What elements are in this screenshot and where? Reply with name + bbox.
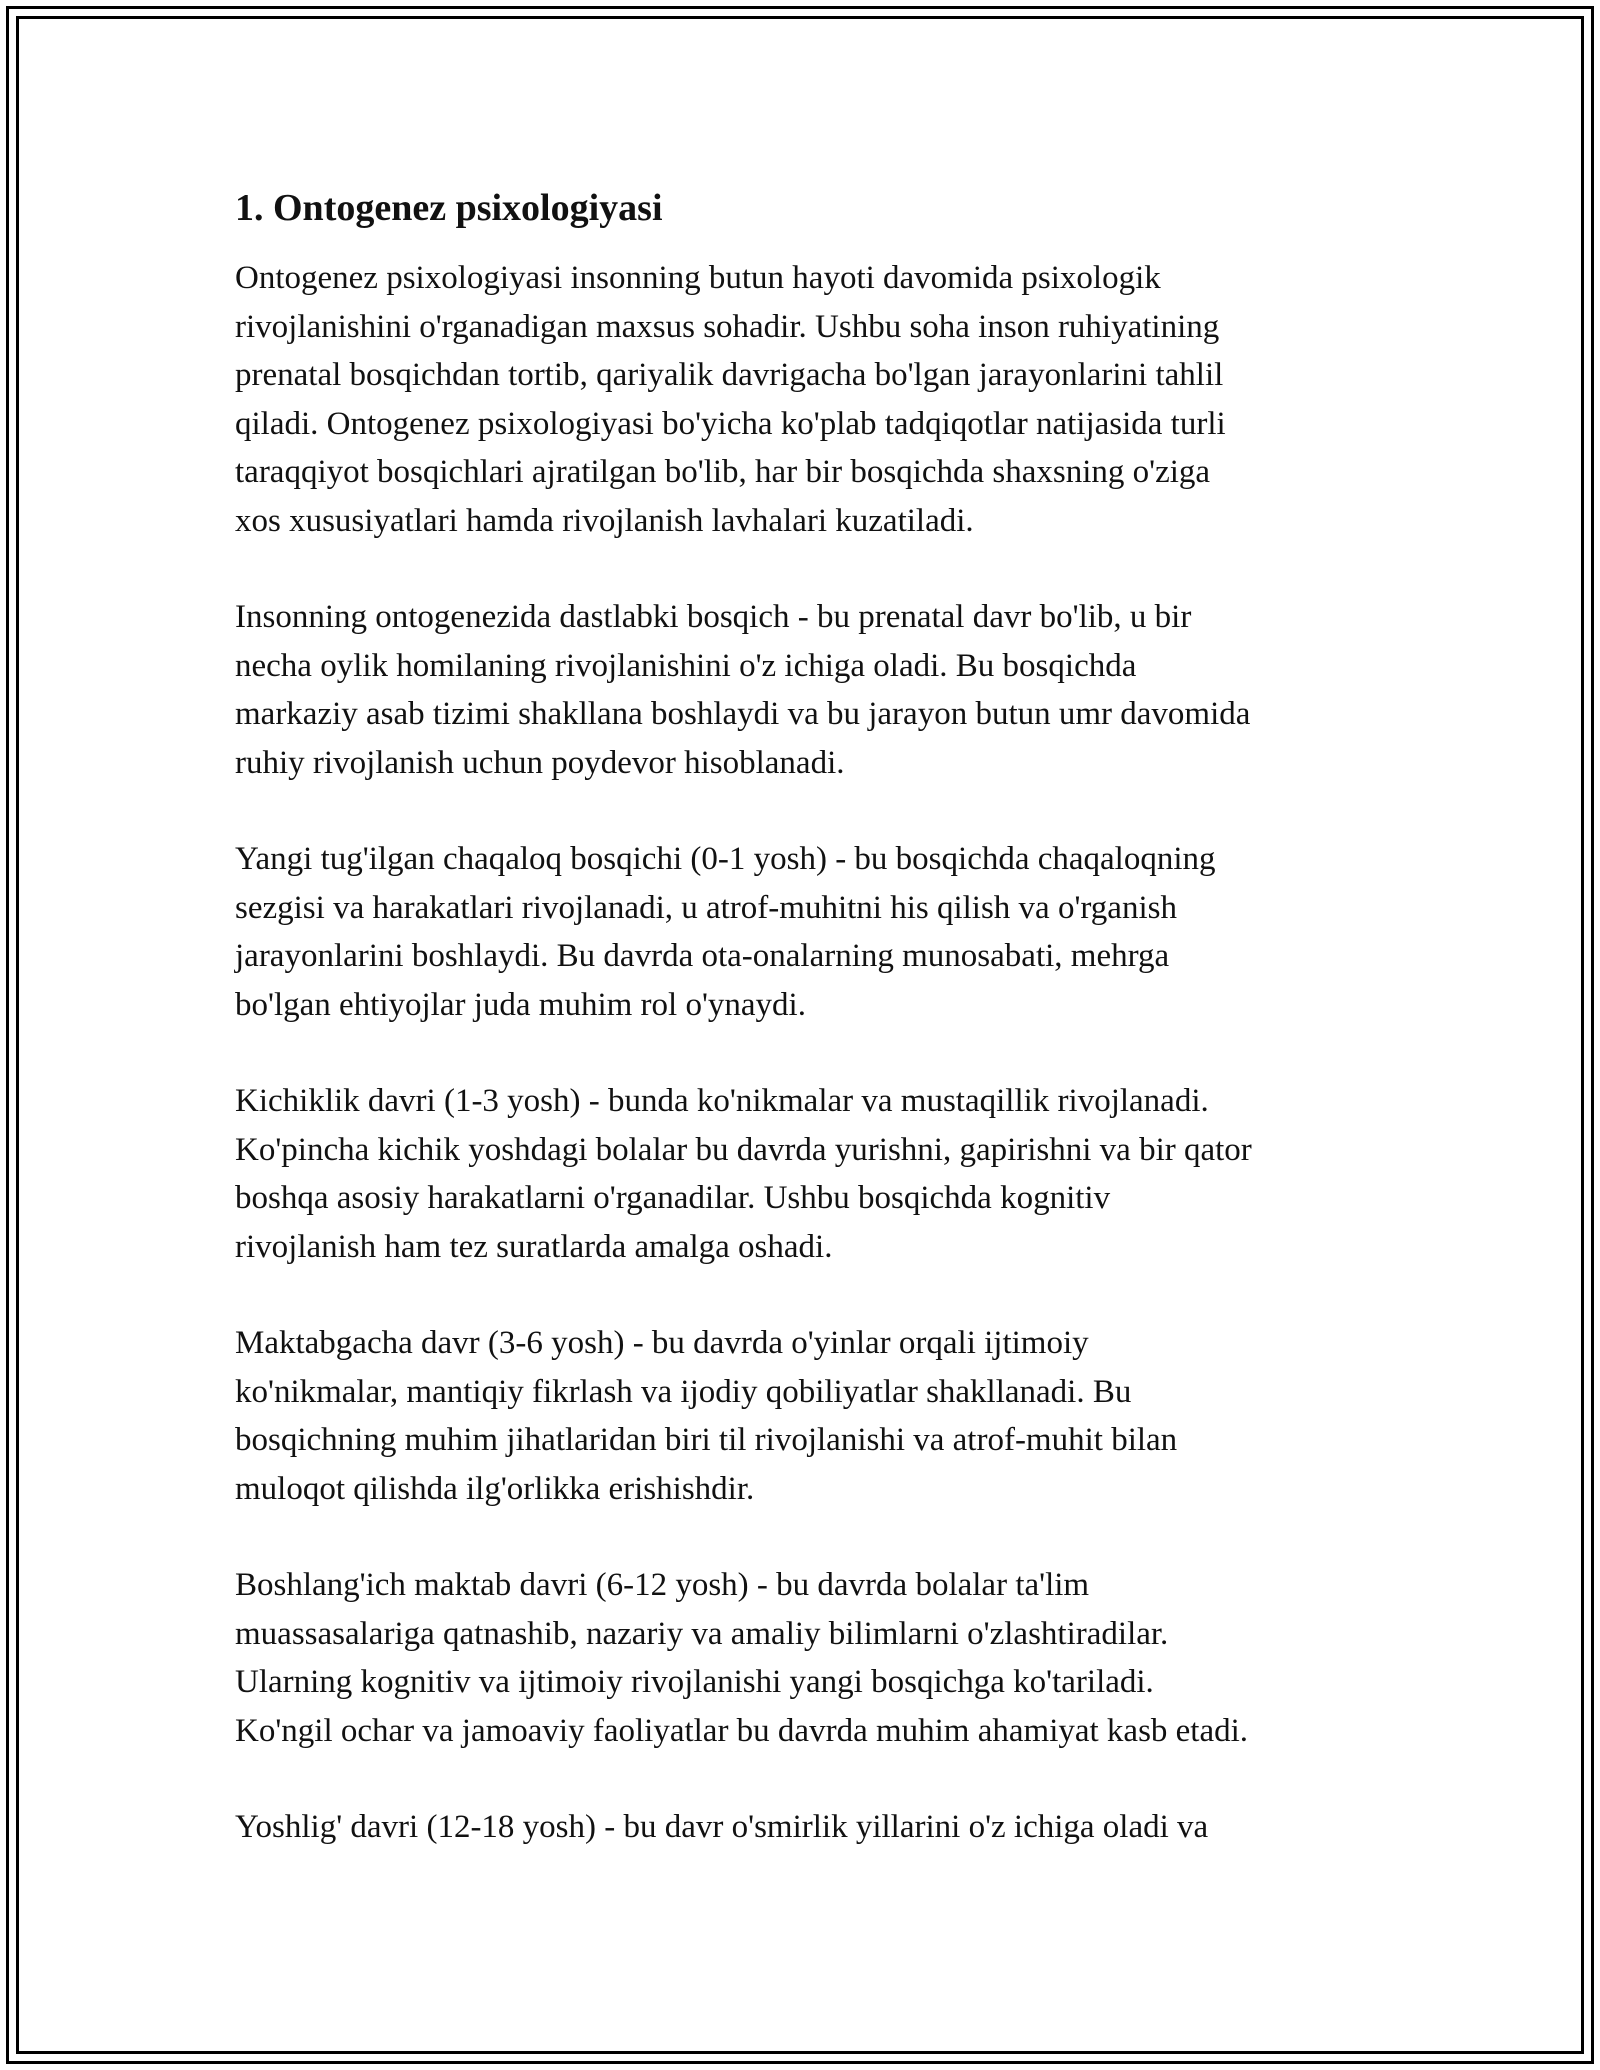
document-body — [235, 184, 1385, 1900]
paragraph-infancy — [235, 835, 1385, 1029]
text-line: qiladi. Ontogenez psixologiyasi bo'yicha ko'plab tadqiqotlar natijasida turli — [235, 405, 1226, 442]
paragraph-toddler — [235, 1077, 1385, 1271]
paragraph-adolescence — [235, 1803, 1385, 1852]
paragraph-prenatal — [235, 593, 1385, 787]
text-line: bo'lgan ehtiyojlar juda muhim rol o'ynaydi. — [235, 986, 806, 1023]
text-line: bosqichning muhim jihatlaridan biri til rivojlanishi va atrof-muhit bilan — [235, 1422, 1178, 1458]
text-line: prenatal bosqichdan tortib, qariyalik davrigacha bo'lgan jarayonlarini tahlil — [235, 357, 1224, 393]
text-line: xos xususiyatlari hamda rivojlanish lavhalari kuzatiladi. — [235, 502, 974, 539]
text-line: jarayonlarini boshlaydi. Bu davrda ota-onalarning munosabati, mehrga — [235, 938, 1170, 974]
text-line: Yoshlig' davri (12-18 yosh) - bu davr o'smirlik yillarini o'z ichiga oladi va — [235, 1809, 1209, 1845]
text-line: Ko'pincha kichik yoshdagi bolalar bu davrda yurishni, gapirishni va bir qator — [235, 1131, 1252, 1168]
paragraph-preschool — [235, 1319, 1385, 1513]
text-line: ko'nikmalar, mantiqiy fikrlash va ijodiy qobiliyatlar shakllanadi. Bu — [235, 1373, 1132, 1410]
text-line: Ontogenez psixologiyasi insonning butun hayoti davomida psixologik — [235, 260, 1161, 296]
text-line: muloqot qilishda ilg'orlikka erishishdir. — [235, 1470, 755, 1507]
paragraph-intro — [235, 254, 1385, 545]
text-line: rivojlanishini o'rganadigan maxsus sohadir. Ushbu soha inson ruhiyatining — [235, 308, 1220, 345]
text-line: Maktabgacha davr (3-6 yosh) - bu davrda o'yinlar orqali ijtimoiy — [235, 1325, 1089, 1361]
text-line: Insonning ontogenezida dastlabki bosqich - bu prenatal davr bo'lib, u bir — [235, 599, 1192, 635]
text-line: boshqa asosiy harakatlarni o'rganadilar. Ushbu bosqichda kognitiv — [235, 1180, 1111, 1216]
text-line: rivojlanish ham tez suratlarda amalga oshadi. — [235, 1228, 833, 1265]
text-line: taraqqiyot bosqichlari ajratilgan bo'lib, har bir bosqichda shaxsning o'ziga — [235, 454, 1211, 490]
paragraph-primary-school — [235, 1561, 1385, 1755]
text-line: Kichiklik davri (1-3 yosh) - bunda ko'nikmalar va mustaqillik rivojlanadi. — [235, 1083, 1209, 1119]
text-line: muassasalariga qatnashib, nazariy va amaliy bilimlarni o'zlashtiradilar. — [235, 1615, 1169, 1652]
text-line: necha oylik homilaning rivojlanishini o'z ichiga oladi. Bu bosqichda — [235, 647, 1137, 684]
text-line: sezgisi va harakatlari rivojlanadi, u atrof-muhitni his qilish va o'rganish — [235, 889, 1177, 926]
text-line: Boshlang'ich maktab davri (6-12 yosh) - bu davrda bolalar ta'lim — [235, 1567, 1090, 1603]
text-line: Ularning kognitiv va ijtimoiy rivojlanishi yangi bosqichga ko'tariladi. — [235, 1664, 1154, 1700]
text-line: Yangi tug'ilgan chaqaloq bosqichi (0-1 yosh) - bu bosqichda chaqaloqning — [235, 841, 1216, 877]
text-line: ruhiy rivojlanish uchun poydevor hisoblanadi. — [235, 744, 845, 781]
text-line: markaziy asab tizimi shakllana boshlaydi va bu jarayon butun umr davomida — [235, 696, 1251, 732]
section-heading: 1. Ontogenez psixologiyasi — [235, 187, 663, 229]
text-line: Ko'ngil ochar va jamoaviy faoliyatlar bu davrda muhim ahamiyat kasb etadi. — [235, 1712, 1249, 1749]
